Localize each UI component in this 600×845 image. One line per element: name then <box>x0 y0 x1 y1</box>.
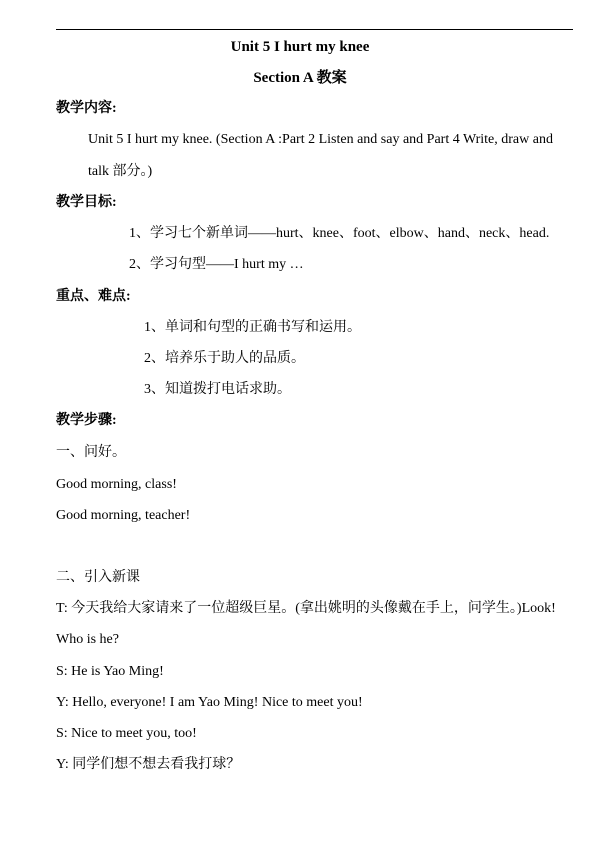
step2-line: Who is he? <box>56 632 119 647</box>
step2-line: S: He is Yao Ming! <box>56 664 164 679</box>
key-point-item: 2、培养乐于助人的品质。 <box>144 351 305 366</box>
key-point-item: 3、知道拨打电话求助。 <box>144 382 291 397</box>
document-subtitle: Section A 教案 <box>253 70 347 86</box>
objective-item: 1、学习七个新单词——hurt、knee、foot、elbow、hand、neck、head. <box>129 226 550 241</box>
step1-title: 一、问好。 <box>56 445 126 460</box>
key-point-item: 1、单词和句型的正确书写和运用。 <box>144 320 361 335</box>
step2-line: S: Nice to meet you, too! <box>56 726 197 741</box>
objectives-heading: 教学目标: <box>56 195 117 210</box>
step2-line: Y: 同学们想不想去看我打球？ <box>56 757 241 772</box>
content-heading: 教学内容: <box>56 101 117 116</box>
step2-title: 二、引入新课 <box>56 570 140 585</box>
document-title: Unit 5 I hurt my knee <box>230 39 370 55</box>
step2-line: T: 今天我给大家请来了一位超级巨星。(拿出姚明的头像戴在手上，问学生。)Look! <box>56 601 556 616</box>
step1-line: Good morning, teacher! <box>56 508 191 523</box>
content-line-1: Unit 5 I hurt my knee. (Section A :Part 2 Listen and say and Part 4 Write, draw and <box>88 132 553 147</box>
step2-line: Y: Hello, everyone! I am Yao Ming! Nice to meet you! <box>56 695 363 710</box>
content-line-2: talk 部分。) <box>88 164 153 179</box>
key-points-heading: 重点、难点: <box>56 289 131 304</box>
steps-heading: 教学步骤: <box>56 413 117 428</box>
step1-line: Good morning, class! <box>56 477 177 492</box>
top-rule <box>56 29 573 30</box>
objective-item: 2、学习句型——I hurt my … <box>129 257 304 272</box>
